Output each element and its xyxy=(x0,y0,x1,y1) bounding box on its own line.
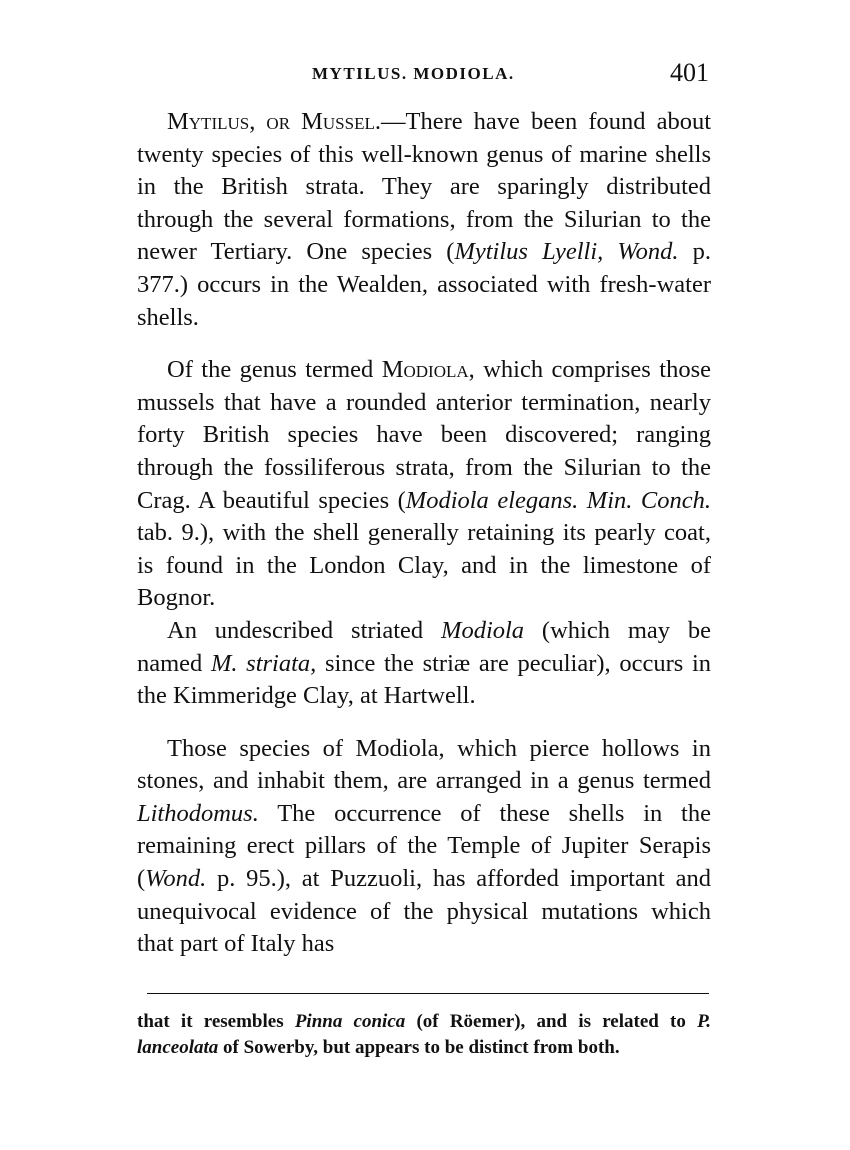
text-span: (which may be named xyxy=(137,616,711,677)
footnote-rule xyxy=(147,993,709,994)
italic-span: Pinna conica xyxy=(294,1011,406,1032)
text-span: Of the genus termed xyxy=(167,356,382,384)
paragraph-lithodomus xyxy=(137,733,711,961)
italic-span: Lithodomus. xyxy=(137,799,259,827)
text-span: p. 95.), at Puzzuoli, has afforded important and unequivocal evidence of the physical mutations which that part of Italy has xyxy=(137,865,711,958)
italic-span: Mytilus Lyelli, Wond. xyxy=(454,238,679,266)
running-head: MYTILUS. MODIOLA. xyxy=(312,64,515,83)
page-header xyxy=(137,58,711,88)
footnote-text xyxy=(137,1009,711,1061)
text-span: since the striæ are peculiar), occurs in the Kimmeridge Clay, at Hartwell. xyxy=(137,649,711,710)
page-number: 401 xyxy=(670,58,709,87)
paragraph-modiola xyxy=(137,354,711,615)
italic-span: M. striata, xyxy=(210,649,317,677)
text-span: (of Röemer), and is related to xyxy=(405,1011,698,1032)
italic-span: Modiola elegans. Min. Conch. xyxy=(405,486,711,514)
section-lead-mytilus: Mytilus, or Mussel. xyxy=(167,108,381,135)
text-span: of Sowerby, but appears to be distinct from both. xyxy=(218,1037,620,1058)
italic-span: P. lanceolata xyxy=(137,1011,712,1058)
text-span: An undescribed striated xyxy=(167,616,442,644)
genus-name-modiola: Modiola xyxy=(381,356,469,384)
text-span: —There have been found about twenty species of this well-known genus of marine shells in the British strata. They are sparingly distributed through the several formations, from the Silurian to the newer Tertiary. One species ( xyxy=(137,108,711,266)
paragraph-striata xyxy=(137,615,711,713)
body-text xyxy=(137,106,711,961)
text-span: that it resembles xyxy=(137,1011,295,1032)
text-span: , which comprises those mussels that have a rounded anterior termination, nearly forty British species have been discovered; ranging through the fossiliferous strata, from the Silurian to the Crag. A beautiful species ( xyxy=(137,356,711,514)
text-span: The occurrence of these shells in the remaining erect pillars of the Temple of Jupiter Serapis ( xyxy=(137,799,711,893)
text-span: Those species of Modiola, which pierce hollows in stones, and inhabit them, are arranged in a genus termed xyxy=(137,734,711,795)
italic-span: Wond. xyxy=(145,865,207,893)
italic-span: Modiola xyxy=(441,616,525,644)
text-span: tab. 9.), with the shell generally retaining its pearly coat, is found in the London Clay, and in the limestone of Bognor. xyxy=(137,519,711,612)
text-span: p. 377.) occurs in the Wealden, associated with fresh-water shells. xyxy=(137,238,711,331)
footnote xyxy=(137,1009,711,1061)
paragraph-mytilus xyxy=(137,106,711,334)
